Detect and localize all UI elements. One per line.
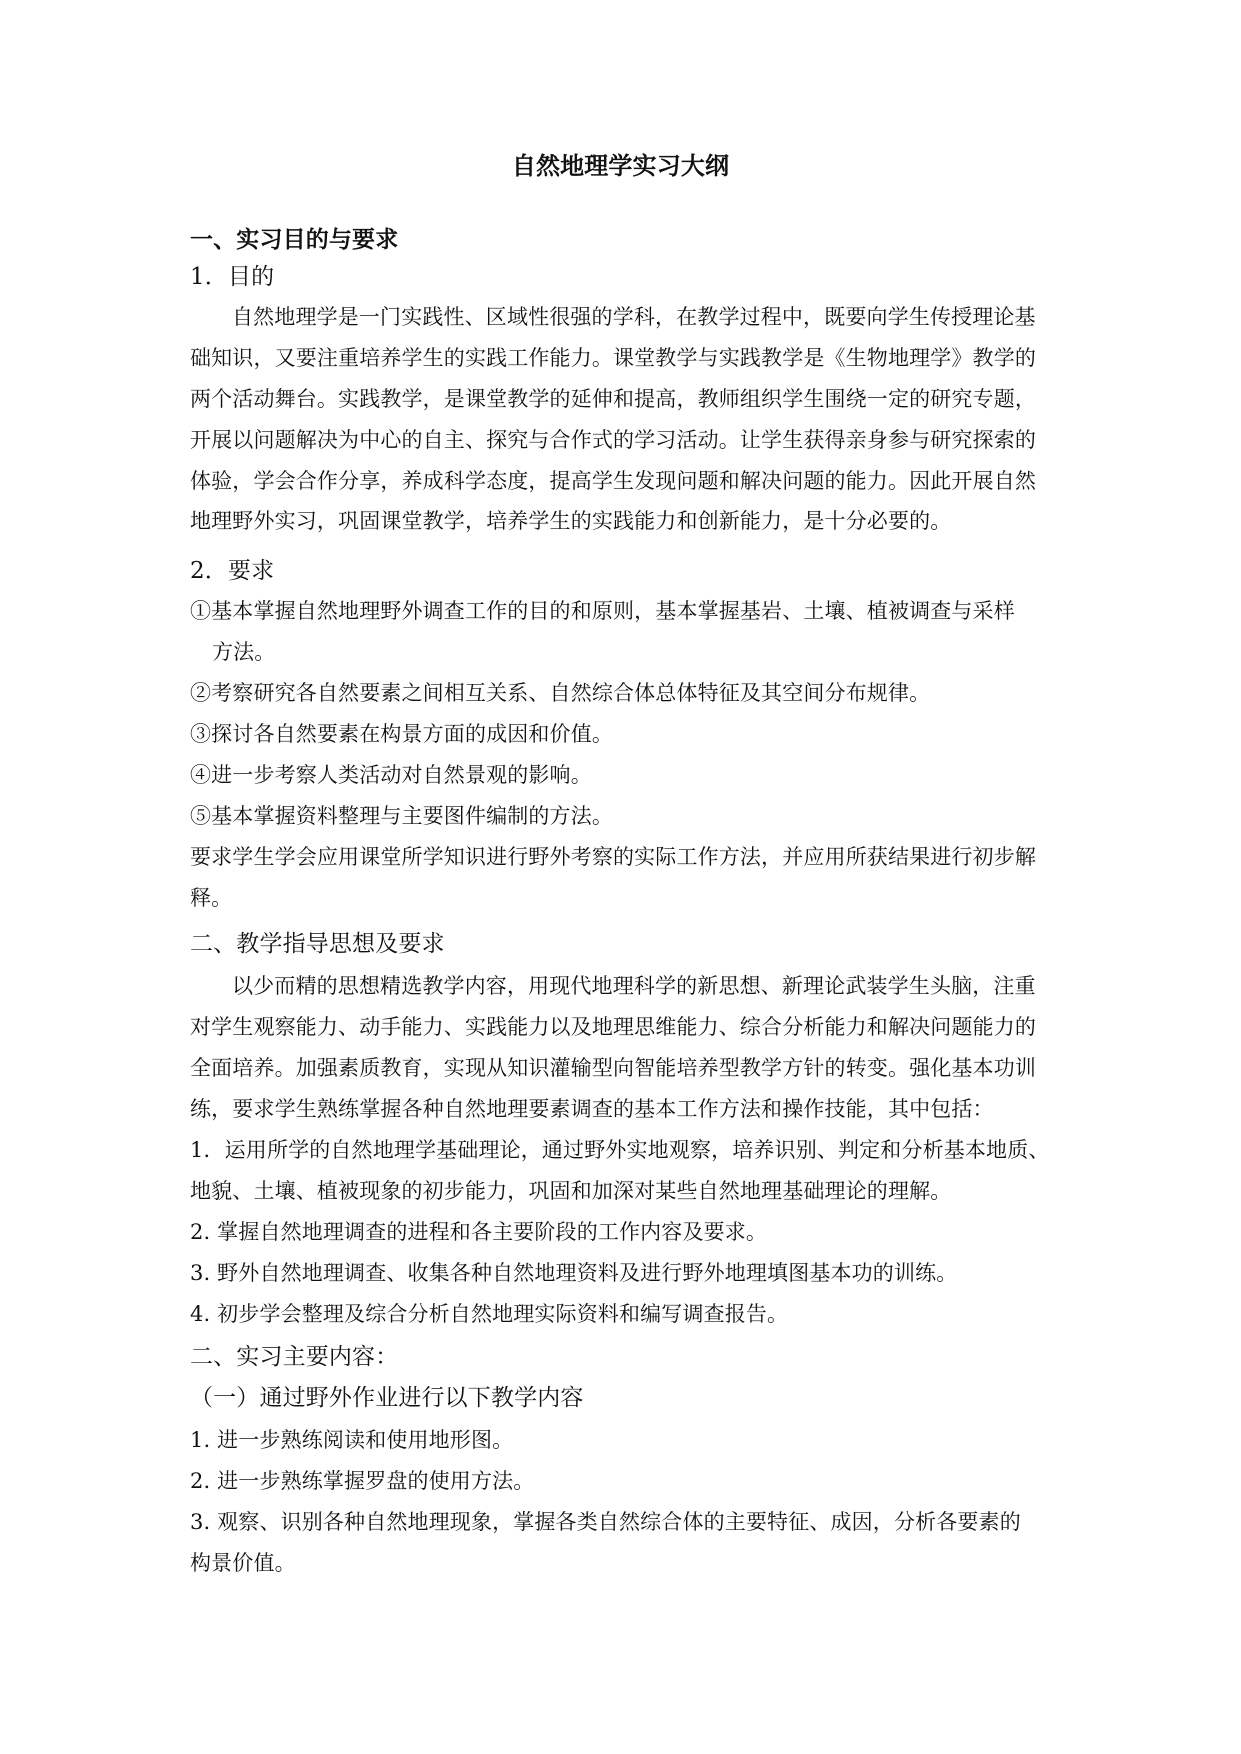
section-1-sub-1-heading: 1．目的 [190,264,275,290]
list-item: 2. 掌握自然地理调查的进程和各主要阶段的工作内容及要求。 [190,1220,768,1244]
list-item: 1. 进一步熟练阅读和使用地形图。 [190,1428,514,1452]
list-item: 3. 观察、识别各种自然地理现象，掌握各类自然综合体的主要特征、成因，分析各要素的 [190,1510,1021,1534]
section-1-sub-2-heading: 2．要求 [190,558,275,584]
paragraph-line: 体验，学会合作分享，养成科学态度，提高学生发现问题和解决问题的能力。因此开展自然 [190,469,1036,493]
document-title: 自然地理学实习大纲 [511,152,730,180]
paragraph-line: 要求学生学会应用课堂所学知识进行野外考察的实际工作方法，并应用所获结果进行初步解 [190,845,1036,869]
list-item: 3. 野外自然地理调查、收集各种自然地理资料及进行野外地理填图基本功的训练。 [190,1261,958,1285]
paragraph-line: 两个活动舞台。实践教学，是课堂教学的延伸和提高，教师组织学生围绕一定的研究专题， [190,387,1036,411]
list-item-continuation: 构景价值。 [190,1551,296,1575]
list-item-continuation: 方法。 [212,640,276,664]
list-item: 1．运用所学的自然地理学基础理论，通过野外实地观察，培养识别、判定和分析基本地质、 [190,1138,1050,1162]
list-item: 2. 进一步熟练掌握罗盘的使用方法。 [190,1469,535,1493]
paragraph-line: 练，要求学生熟练掌握各种自然地理要素调查的基本工作方法和操作技能，其中包括： [190,1097,994,1121]
paragraph-line: 以少而精的思想精选教学内容，用现代地理科学的新思想、新理论武装学生头脑，注重 [232,974,1036,998]
list-item: 4. 初步学会整理及综合分析自然地理实际资料和编写调查报告。 [190,1302,789,1326]
paragraph-line: 释。 [190,886,233,910]
section-1-heading: 一、实习目的与要求 [190,227,399,253]
list-item: ③探讨各自然要素在构景方面的成因和价值。 [190,722,613,746]
section-2-heading: 二、教学指导思想及要求 [190,931,445,957]
paragraph-line: 开展以问题解决为中心的自主、探究与合作式的学习活动。让学生获得亲身参与研究探索的 [190,428,1036,452]
paragraph-line: 础知识，又要注重培养学生的实践工作能力。课堂教学与实践教学是《生物地理学》教学的 [190,346,1036,370]
list-item-continuation: 地貌、土壤、植被现象的初步能力，巩固和加深对某些自然地理基础理论的理解。 [190,1179,952,1203]
list-item: ②考察研究各自然要素之间相互关系、自然综合体总体特征及其空间分布规律。 [190,681,931,705]
section-3-heading: 二、实习主要内容： [190,1344,399,1370]
section-3-sub-1-heading: （一）通过野外作业进行以下教学内容 [190,1385,584,1411]
paragraph-line: 全面培养。加强素质教育，实现从知识灌输型向智能培养型教学方针的转变。强化基本功训 [190,1056,1036,1080]
paragraph-line: 地理野外实习，巩固课堂教学，培养学生的实践能力和创新能力，是十分必要的。 [190,509,952,533]
paragraph-line: 自然地理学是一门实践性、区域性很强的学科，在教学过程中，既要向学生传授理论基 [232,305,1036,329]
list-item: ④进一步考察人类活动对自然景观的影响。 [190,763,592,787]
list-item: ①基本掌握自然地理野外调查工作的目的和原则，基本掌握基岩、土壤、植被调查与采样 [190,599,1015,623]
paragraph-line: 对学生观察能力、动手能力、实践能力以及地理思维能力、综合分析能力和解决问题能力的 [190,1015,1036,1039]
list-item: ⑤基本掌握资料整理与主要图件编制的方法。 [190,804,613,828]
